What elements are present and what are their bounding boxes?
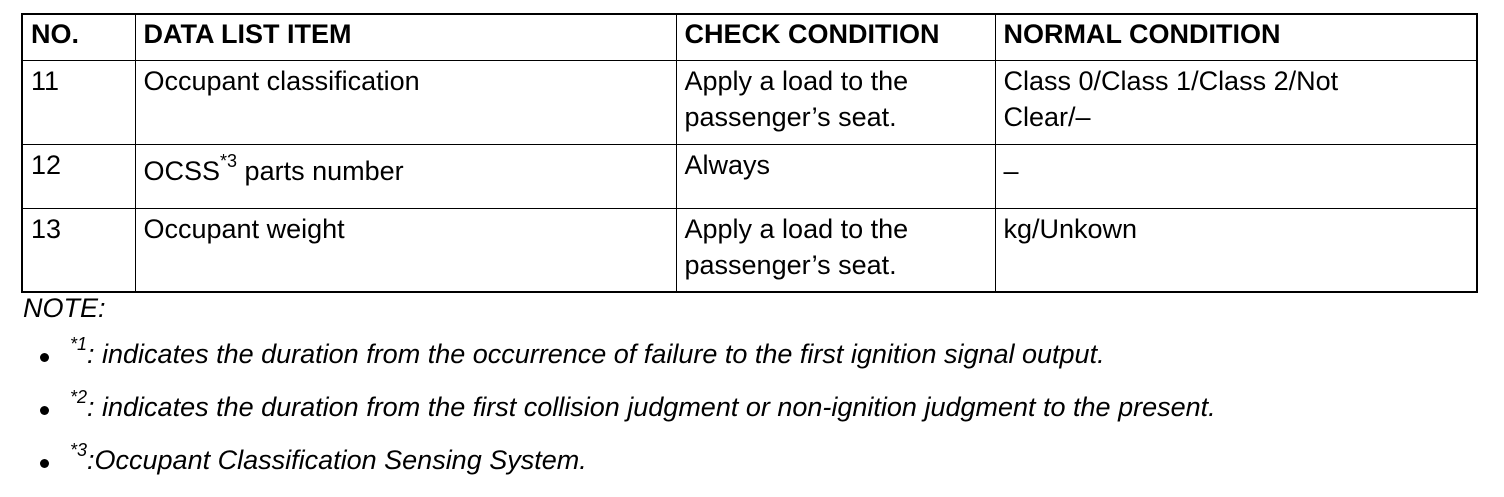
bullet-icon bbox=[40, 353, 49, 362]
note-text: : indicates the duration from the occurrence of failure to the first ignition signal output. bbox=[87, 339, 1105, 369]
normal-line-1: – bbox=[1003, 156, 1019, 186]
bullet-icon bbox=[40, 406, 49, 415]
item-text: OCSS bbox=[143, 156, 221, 186]
table-row bbox=[22, 209, 1477, 293]
table-row bbox=[22, 145, 1477, 209]
header-normal-condition: NORMAL CONDITION bbox=[995, 14, 1477, 61]
item-text: Occupant classification bbox=[143, 66, 420, 96]
check-line-1: Apply a load to the bbox=[684, 66, 909, 96]
item-suffix: parts number bbox=[237, 156, 404, 186]
note-list bbox=[40, 334, 1216, 497]
footnote-mark: *3 bbox=[70, 440, 88, 460]
cell-check bbox=[676, 209, 995, 293]
item-text: Occupant weight bbox=[143, 214, 345, 244]
footnote-mark: *2 bbox=[70, 387, 88, 407]
cell-normal bbox=[995, 61, 1477, 145]
note-item bbox=[40, 440, 1216, 497]
cell-check bbox=[676, 61, 995, 145]
check-line-2: passenger’s seat. bbox=[684, 102, 897, 132]
note-item bbox=[40, 334, 1216, 391]
note-item bbox=[40, 387, 1216, 444]
note-title: NOTE: bbox=[23, 293, 106, 323]
note-text: : indicates the duration from the first collision judgment or non-ignition judgment to the present. bbox=[87, 392, 1216, 422]
normal-line-1: Class 0/Class 1/Class 2/Not bbox=[1003, 66, 1339, 96]
cell-normal bbox=[995, 145, 1477, 209]
cell-normal bbox=[995, 209, 1477, 293]
cell-check bbox=[676, 145, 995, 209]
cell-item bbox=[135, 209, 676, 293]
cell-item bbox=[135, 61, 676, 145]
cell-item bbox=[135, 145, 676, 209]
table-row bbox=[22, 61, 1477, 145]
data-list-table bbox=[21, 13, 1478, 293]
header-check-condition: CHECK CONDITION bbox=[676, 14, 995, 61]
check-line-1: Always bbox=[684, 150, 771, 180]
cell-no: 13 bbox=[22, 209, 135, 293]
header-no: NO. bbox=[22, 14, 135, 61]
cell-no: 11 bbox=[22, 61, 135, 145]
header-data-list-item: DATA LIST ITEM bbox=[135, 14, 676, 61]
footnote-mark: *1 bbox=[70, 334, 88, 354]
normal-line-1: kg/Unkown bbox=[1003, 214, 1138, 244]
normal-line-2: Clear/– bbox=[1003, 102, 1091, 132]
check-line-2: passenger’s seat. bbox=[684, 250, 897, 280]
bullet-icon bbox=[40, 459, 49, 468]
footnote-mark: *3 bbox=[220, 151, 238, 171]
table-header-row bbox=[22, 14, 1477, 61]
cell-no: 12 bbox=[22, 145, 135, 209]
check-line-1: Apply a load to the bbox=[684, 214, 909, 244]
note-text: :Occupant Classification Sensing System. bbox=[87, 445, 587, 475]
